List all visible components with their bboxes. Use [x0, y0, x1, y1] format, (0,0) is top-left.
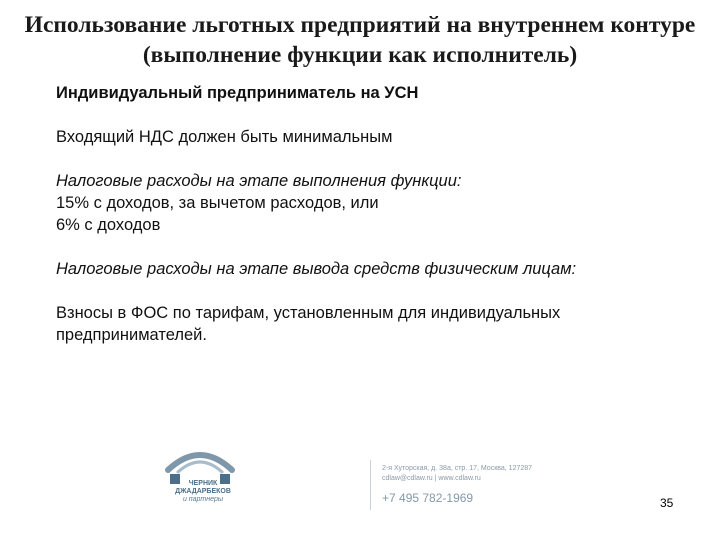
slide-content [56, 82, 676, 346]
tax-expenses-heading: Налоговые расходы на этапе выполнения функции: [56, 172, 462, 190]
logo-line-1: ЧЕРНИК [188, 480, 218, 487]
logo-line-3: и партнеры [182, 496, 224, 503]
tax-expenses-line-2: 6% с доходов [56, 216, 161, 234]
withdrawal-heading: Налоговые расходы на этапе вывода средств физическим лицам: [56, 260, 577, 278]
footer-email-web: cdlaw@cdlaw.ru | www.cdlaw.ru [382, 475, 481, 482]
footer-address: 2-я Хуторская, д. 38а, стр. 17, Москва, 127287 [382, 465, 533, 472]
contributions-line-2: предпринимателей. [56, 326, 207, 344]
vat-line: Входящий НДС должен быть минимальным [56, 128, 393, 146]
page-number: 35 [660, 496, 674, 510]
logo-line-2: ДЖАДАРБЕКОВ [175, 488, 231, 495]
footer-divider [370, 460, 371, 510]
footer-phone: +7 495 782-1969 [382, 491, 474, 505]
contributions-line-1: Взносы в ФОС по тарифам, установленным для индивидуальных [56, 304, 561, 322]
slide-title: Использование льготных предприятий на внутреннем контуре (выполнение функции как исполнитель) [24, 12, 696, 68]
footer-contacts [382, 464, 642, 506]
slide-subtitle: Индивидуальный предприниматель на УСН [56, 84, 419, 102]
tax-expenses-line-1: 15% с доходов, за вычетом расходов, или [56, 194, 379, 212]
company-logo-text [168, 480, 238, 504]
